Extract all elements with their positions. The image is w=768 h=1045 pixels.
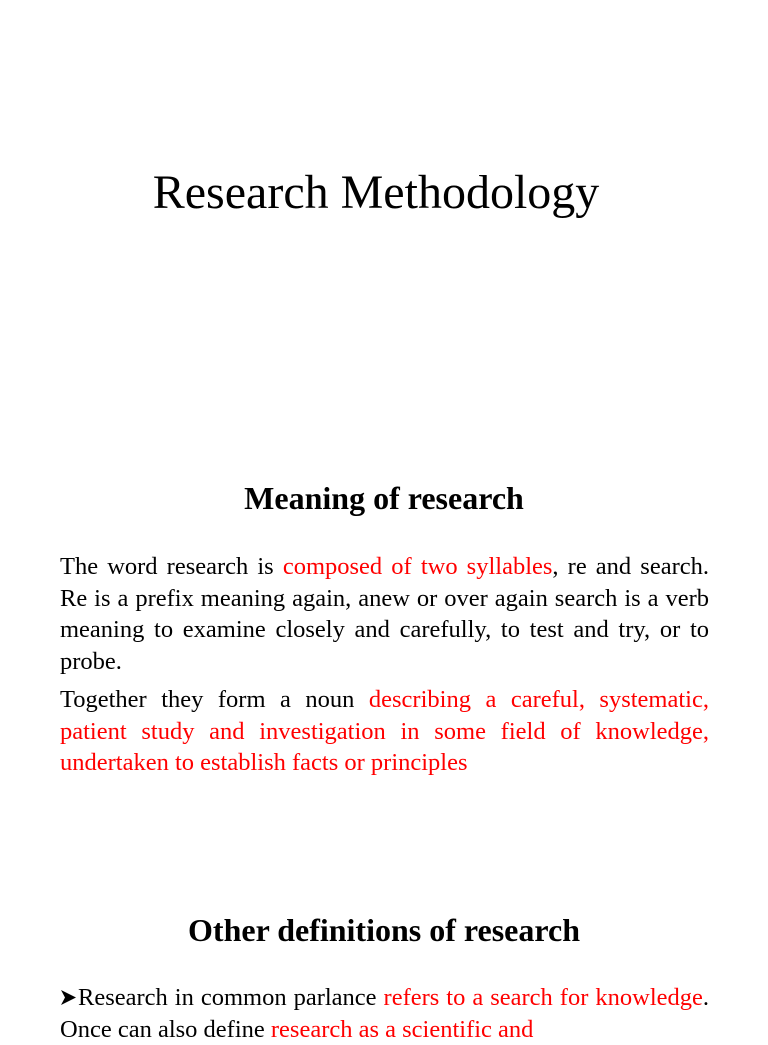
- paragraph-text: Research in common parlance: [78, 984, 384, 1011]
- definition-bullet-item: [60, 982, 709, 1045]
- paragraph-text: The word research is: [60, 553, 283, 580]
- meaning-paragraph-1: [60, 551, 709, 677]
- meaning-paragraph-2: [60, 684, 709, 779]
- definitions-heading: Other definitions of research: [188, 912, 580, 948]
- highlighted-text: composed of two syllables: [282, 553, 553, 580]
- highlighted-text: research as a scientific and: [270, 1015, 534, 1043]
- page-title: Research Methodology: [152, 166, 600, 219]
- paragraph-text: Together they form a noun: [60, 686, 369, 713]
- meaning-heading: Meaning of research: [244, 480, 524, 516]
- paragraph-text: . Once can also define: [60, 984, 709, 1043]
- arrow-bullet-icon: [60, 983, 77, 1000]
- highlighted-text: describing a careful, systematic, patient study and investigation in some field of knowledge, undertaken to establish facts or principles: [60, 686, 709, 776]
- highlighted-text: refers to a search for knowledge: [383, 984, 703, 1011]
- paragraph-text: , re and search. Re is a prefix meaning again, anew or over again search is a verb meaning to examine closely and carefully, to test and try, or to probe.: [60, 553, 709, 675]
